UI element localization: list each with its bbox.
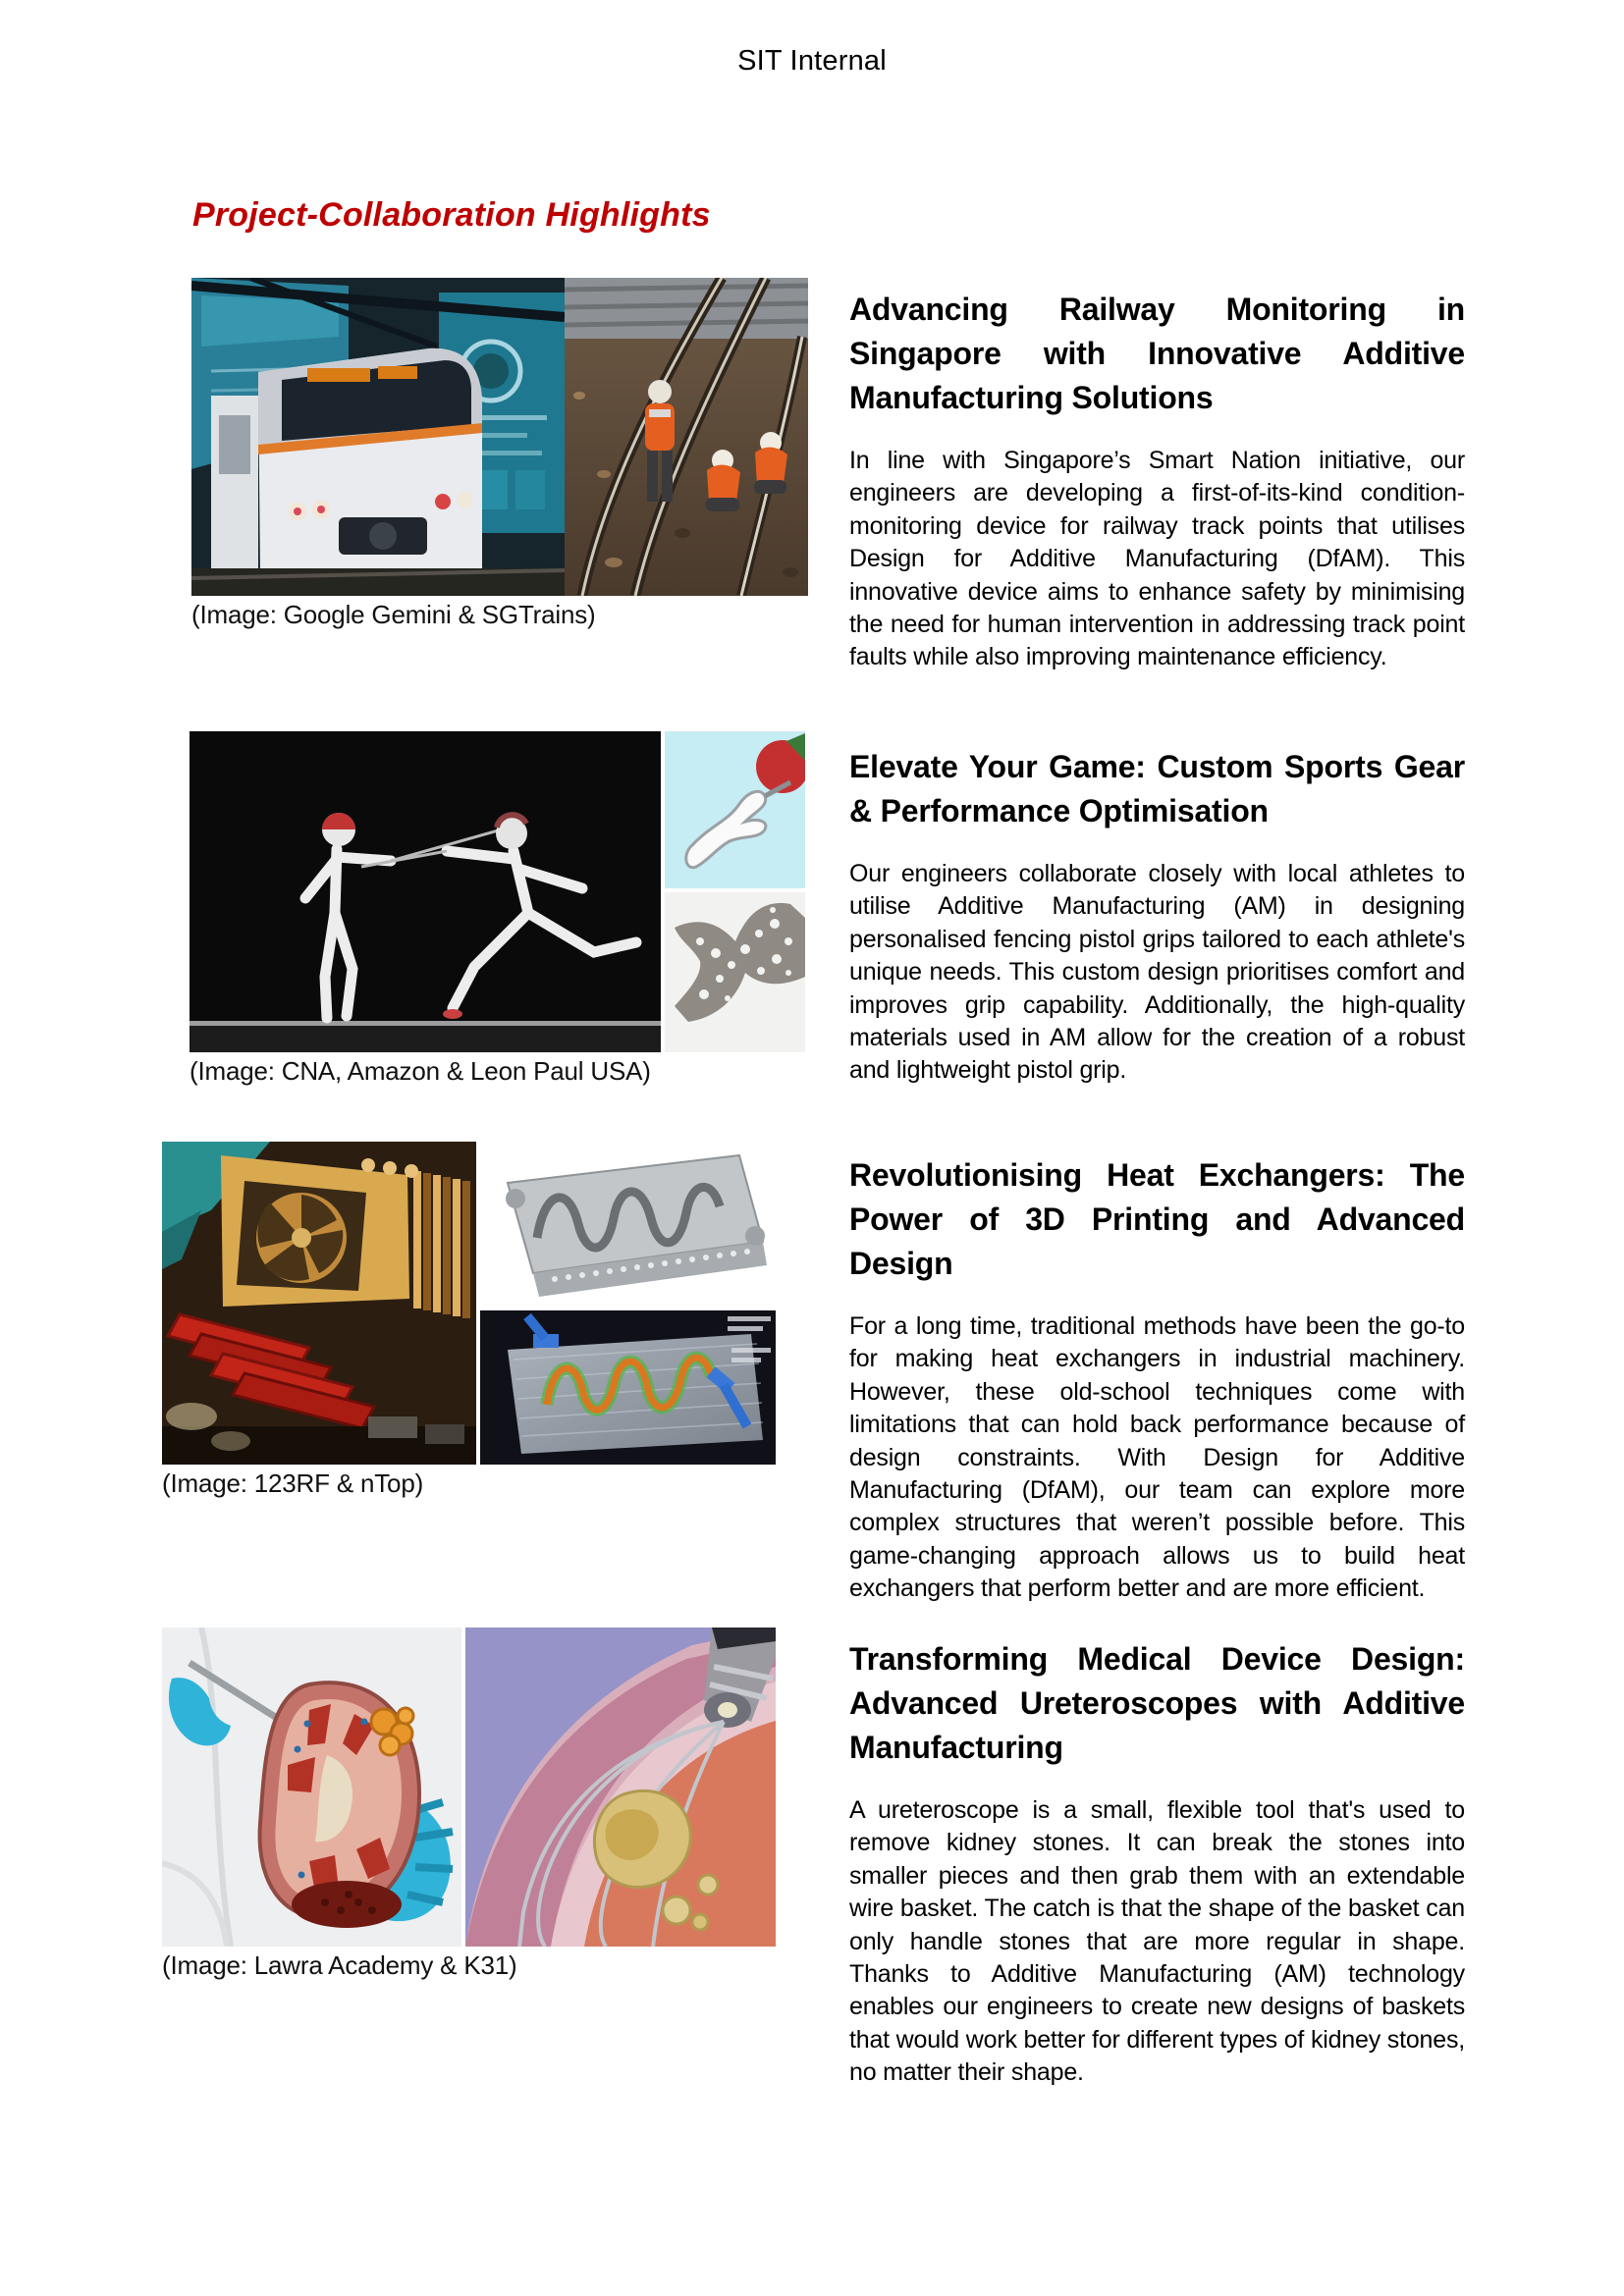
- document-classification-header: SIT Internal: [737, 45, 887, 77]
- railway-image-block: [191, 278, 808, 629]
- railway-body-text: In line with Singapore’s Smart Nation initiative, our engineers are developing a first-of-its-kind condition-monitoring device for railway track points that utilises Design for Additive Manufacturing (DfAM). This innovative device aims to enhance safety by minimising the need for human intervention in addressing track point faults while also improving maintenance efficiency.: [849, 447, 1465, 671]
- fencing-heading: Elevate Your Game: Custom Sports Gear & Performance Optimisation: [849, 749, 1465, 828]
- ureteroscope-image-block: [162, 1628, 776, 1980]
- train-station-photo: [191, 278, 565, 596]
- heat-exchanger-heading: Revolutionising Heat Exchangers: The Power of 3D Printing and Advanced Design: [849, 1157, 1465, 1281]
- ureteroscope-text-column: [849, 1628, 1465, 2090]
- railway-image-caption: (Image: Google Gemini & SGTrains): [191, 600, 596, 629]
- heat-exchanger-image: [162, 1142, 776, 1465]
- fencing-image-block: [189, 731, 805, 1086]
- heat-exchanger-image-caption: (Image: 123RF & nTop): [162, 1468, 424, 1498]
- ureteroscope-body-text: A ureteroscope is a small, flexible tool that's used to remove kidney stones. It can break the stones into smaller pieces and then grab them with an extendable wire basket. The catch is that the shape of the basket can only handle stones that are more regular in shape. Thanks to Additive Manufacturing (AM) technology enables our engineers to create new designs of baskets that would work better for different types of kidney stones, no matter their shape.: [849, 1796, 1465, 2087]
- track-workers-photo: [565, 278, 808, 596]
- fencing-body-text: Our engineers collaborate closely with local athletes to utilise Additive Manufacturing (AM) in designing personalised fencing pistol grips tailored to each athlete's unique needs. This custom design prioritises comfort and improves grip capability. Additionally, the high-quality materials used in AM allow for the creation of a robust and lightweight pistol grip.: [849, 860, 1465, 1085]
- heat-exchanger-image-block: [162, 1142, 776, 1498]
- fencers-photo: [189, 731, 661, 1052]
- lattice-grip-photo: [665, 892, 805, 1052]
- thermal-simulation-photo: [480, 1310, 776, 1465]
- ureteroscope-heading: Transforming Medical Device Design: Advanced Ureteroscopes with Additive Manufacturing: [849, 1641, 1465, 1765]
- ureteroscope-image-caption: (Image: Lawra Academy & K31): [162, 1950, 517, 1980]
- ureteroscope-image: [162, 1628, 776, 1947]
- railway-text-column: [849, 278, 1465, 674]
- fencing-image: [189, 731, 805, 1052]
- cpu-heatsink-photo: [162, 1142, 476, 1465]
- railway-heading: Advancing Railway Monitoring in Singapore with Innovative Additive Manufacturing Solutions: [849, 292, 1465, 415]
- heat-exchanger-text-column: [849, 1142, 1465, 1606]
- railway-monitoring-image: [191, 278, 808, 596]
- printed-heat-exchanger-photo: [480, 1142, 776, 1307]
- kidney-model-photo: [162, 1628, 461, 1947]
- heat-exchanger-body-text: For a long time, traditional methods have been the go-to for making heat exchangers in industrial machinery. However, these old-school techniques come with limitations that can hold back performance because of design constraints. With Design for Additive Manufacturing (DfAM), our team can explore more complex structures that weren’t possible before. This game-changing approach allows us to build heat exchangers that perform better and are more efficient.: [849, 1312, 1465, 1603]
- ureteroscope-illustration: [465, 1628, 776, 1947]
- page-title: Project-Collaboration Highlights: [192, 196, 711, 234]
- fencing-image-caption: (Image: CNA, Amazon & Leon Paul USA): [189, 1056, 651, 1086]
- pistol-grip-product-photo: [665, 731, 805, 888]
- fencing-text-column: [849, 731, 1465, 1088]
